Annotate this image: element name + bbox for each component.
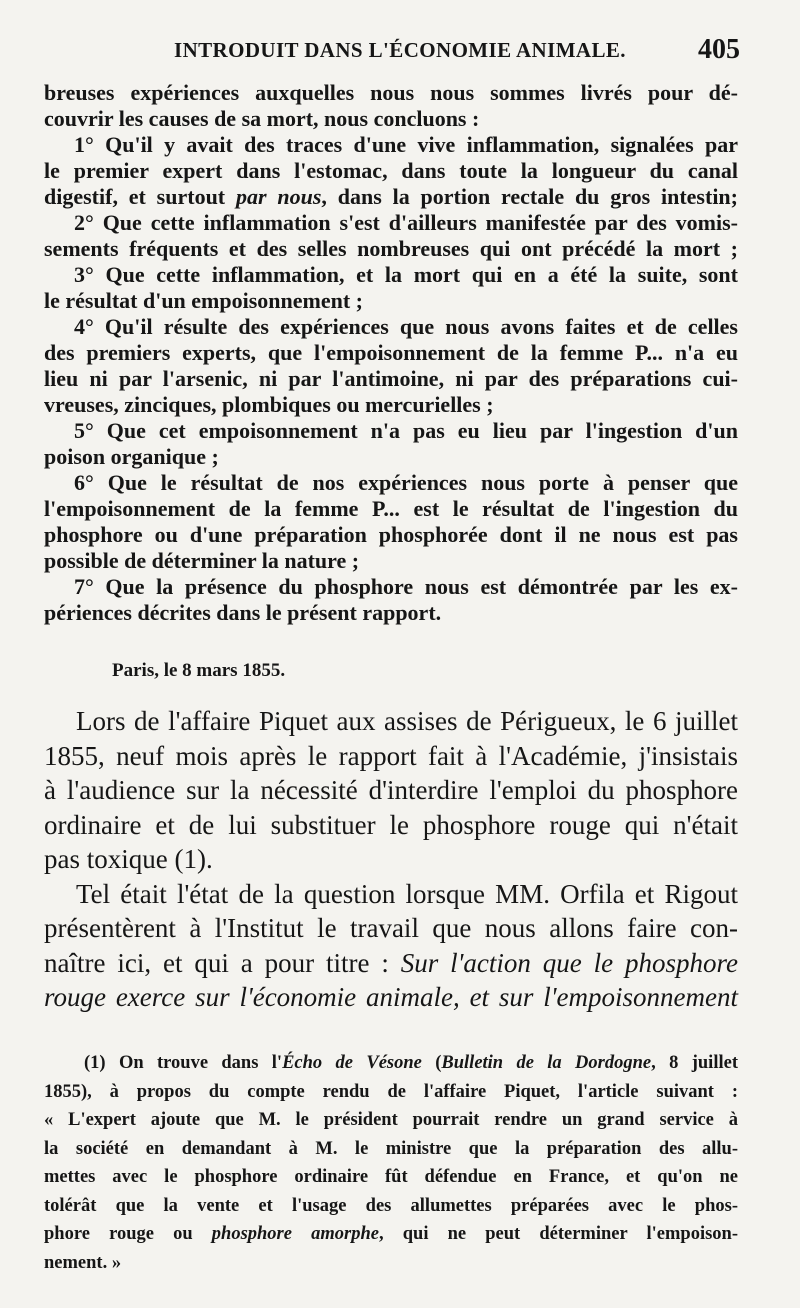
report-line: 5° Que cet empoisonnement n'a pas eu lieu par l'ingestion d'un <box>74 418 738 443</box>
running-header <box>42 36 740 70</box>
text-fragment: digestif, et surtout <box>44 184 236 209</box>
footnote <box>44 1049 738 1277</box>
text-line: Tel était l'état de la question lorsque MM. Orfila et Rigout <box>76 878 738 909</box>
report-line: couvrir les causes de sa mort, nous concluons : <box>44 106 480 131</box>
text-line <box>44 946 738 981</box>
report-line: sements fréquents et des selles nombreuses qui ont précédé la mort ; <box>44 236 738 261</box>
page-number: 405 <box>698 34 740 65</box>
emphasis-text: phosphore amorphe <box>211 1224 379 1244</box>
report-line: 2° Que cette inflammation s'est d'ailleurs manifestée par des vomis- <box>74 210 738 235</box>
text-fragment: ( <box>421 1053 442 1073</box>
report-line: vreuses, zinciques, plombiques ou mercurielles ; <box>44 392 494 417</box>
emphasis-text: par nous <box>235 184 322 209</box>
text-line: ordinaire et de lui substituer le phosphore rouge qui n'était <box>44 809 738 840</box>
text-line: 1855, neuf mois après le rapport fait à l'Académie, j'insistais <box>44 740 738 771</box>
report-line: breuses expériences auxquelles nous nous sommes livrés pour dé- <box>44 80 738 105</box>
report-line: 7° Que la présence du phosphore nous est démontrée par les ex- <box>74 574 738 599</box>
paragraph-piquet-affair <box>44 704 738 877</box>
text-line: pas toxique (1). <box>44 844 213 874</box>
report-line: possible de déterminer la nature ; <box>44 548 360 573</box>
report-line: poison organique ; <box>44 444 219 469</box>
report-line: le résultat d'un empoisonnement ; <box>44 288 363 313</box>
text-fragment: , qui ne peut déterminer l'empoison- <box>378 1224 738 1244</box>
text-fragment: (1) On trouve dans l' <box>84 1053 283 1073</box>
report-line: 3° Que cette inflammation, et la mort qui en a été la suite, sont <box>74 262 738 287</box>
footnote-line <box>44 1220 738 1249</box>
newspaper-title: Écho de Vésone <box>282 1053 422 1073</box>
footnote-line: la société en demandant à M. le ministre que la préparation des allu- <box>44 1138 738 1159</box>
report-line: 6° Que le résultat de nos expériences nous porte à penser que <box>74 470 738 495</box>
report-line: 1° Qu'il y avait des traces d'une vive inflammation, signalées par <box>74 132 738 157</box>
report-line: des premiers experts, que l'empoisonnement de la femme P... n'a eu <box>44 340 738 365</box>
report-line: lieu ni par l'arsenic, ni par l'antimoine, ni par des préparations cui- <box>44 366 738 391</box>
text-fragment: , dans la portion rectale du gros intestin; <box>321 184 738 209</box>
report-line: phosphore ou d'une préparation phosphorée dont il ne nous est pas <box>44 522 738 547</box>
work-title-fragment: Sur l'action que le phosphore <box>400 947 738 978</box>
text-fragment: , 8 juillet <box>651 1053 738 1073</box>
footnote-line: tolérât que la vente et l'usage des allumettes préparées avec le phos- <box>44 1195 738 1216</box>
report-signoff: Paris, le 8 mars 1855. <box>112 660 286 681</box>
paragraph-orfila-rigout <box>44 877 738 1015</box>
text-fragment: naître ici, et qui a pour titre : <box>44 947 401 978</box>
main-text <box>44 704 738 1015</box>
footnote-line: « L'expert ajoute que M. le président pourrait rendre un grand service à <box>44 1110 738 1130</box>
footnote-line: nement. » <box>44 1252 122 1273</box>
text-line: présentèrent à l'Institut le travail que nous allons faire con- <box>44 913 738 943</box>
expert-report-conclusions <box>44 80 738 626</box>
footnote-line: 1855), à propos du compte rendu de l'affaire Piquet, l'article suivant : <box>44 1081 738 1102</box>
text-line: à l'audience sur la nécessité d'interdire l'emploi du phosphore <box>44 775 738 805</box>
report-line: périences décrites dans le présent rapport. <box>44 600 442 625</box>
report-line: 4° Qu'il résulte des expériences que nous avons faites et de celles <box>74 314 738 339</box>
footnote-line <box>44 1049 738 1078</box>
work-title-line: rouge exerce sur l'économie animale, et sur l'empoisonnement <box>44 982 738 1012</box>
text-line: Lors de l'affaire Piquet aux assises de Périgueux, le 6 juillet <box>76 706 738 736</box>
report-line: l'empoisonnement de la femme P... est le résultat de l'ingestion du <box>44 496 738 521</box>
text-fragment: phore rouge ou <box>44 1224 212 1244</box>
footnote-line: mettes avec le phosphore ordinaire fût défendue en France, et qu'on ne <box>44 1167 738 1187</box>
report-line: le premier expert dans l'estomac, dans toute la longueur du canal <box>44 158 738 183</box>
running-title: INTRODUIT DANS L'ÉCONOMIE ANIMALE. <box>174 38 626 62</box>
newspaper-subtitle: Bulletin de la Dordogne <box>441 1053 652 1073</box>
report-line <box>44 184 738 210</box>
